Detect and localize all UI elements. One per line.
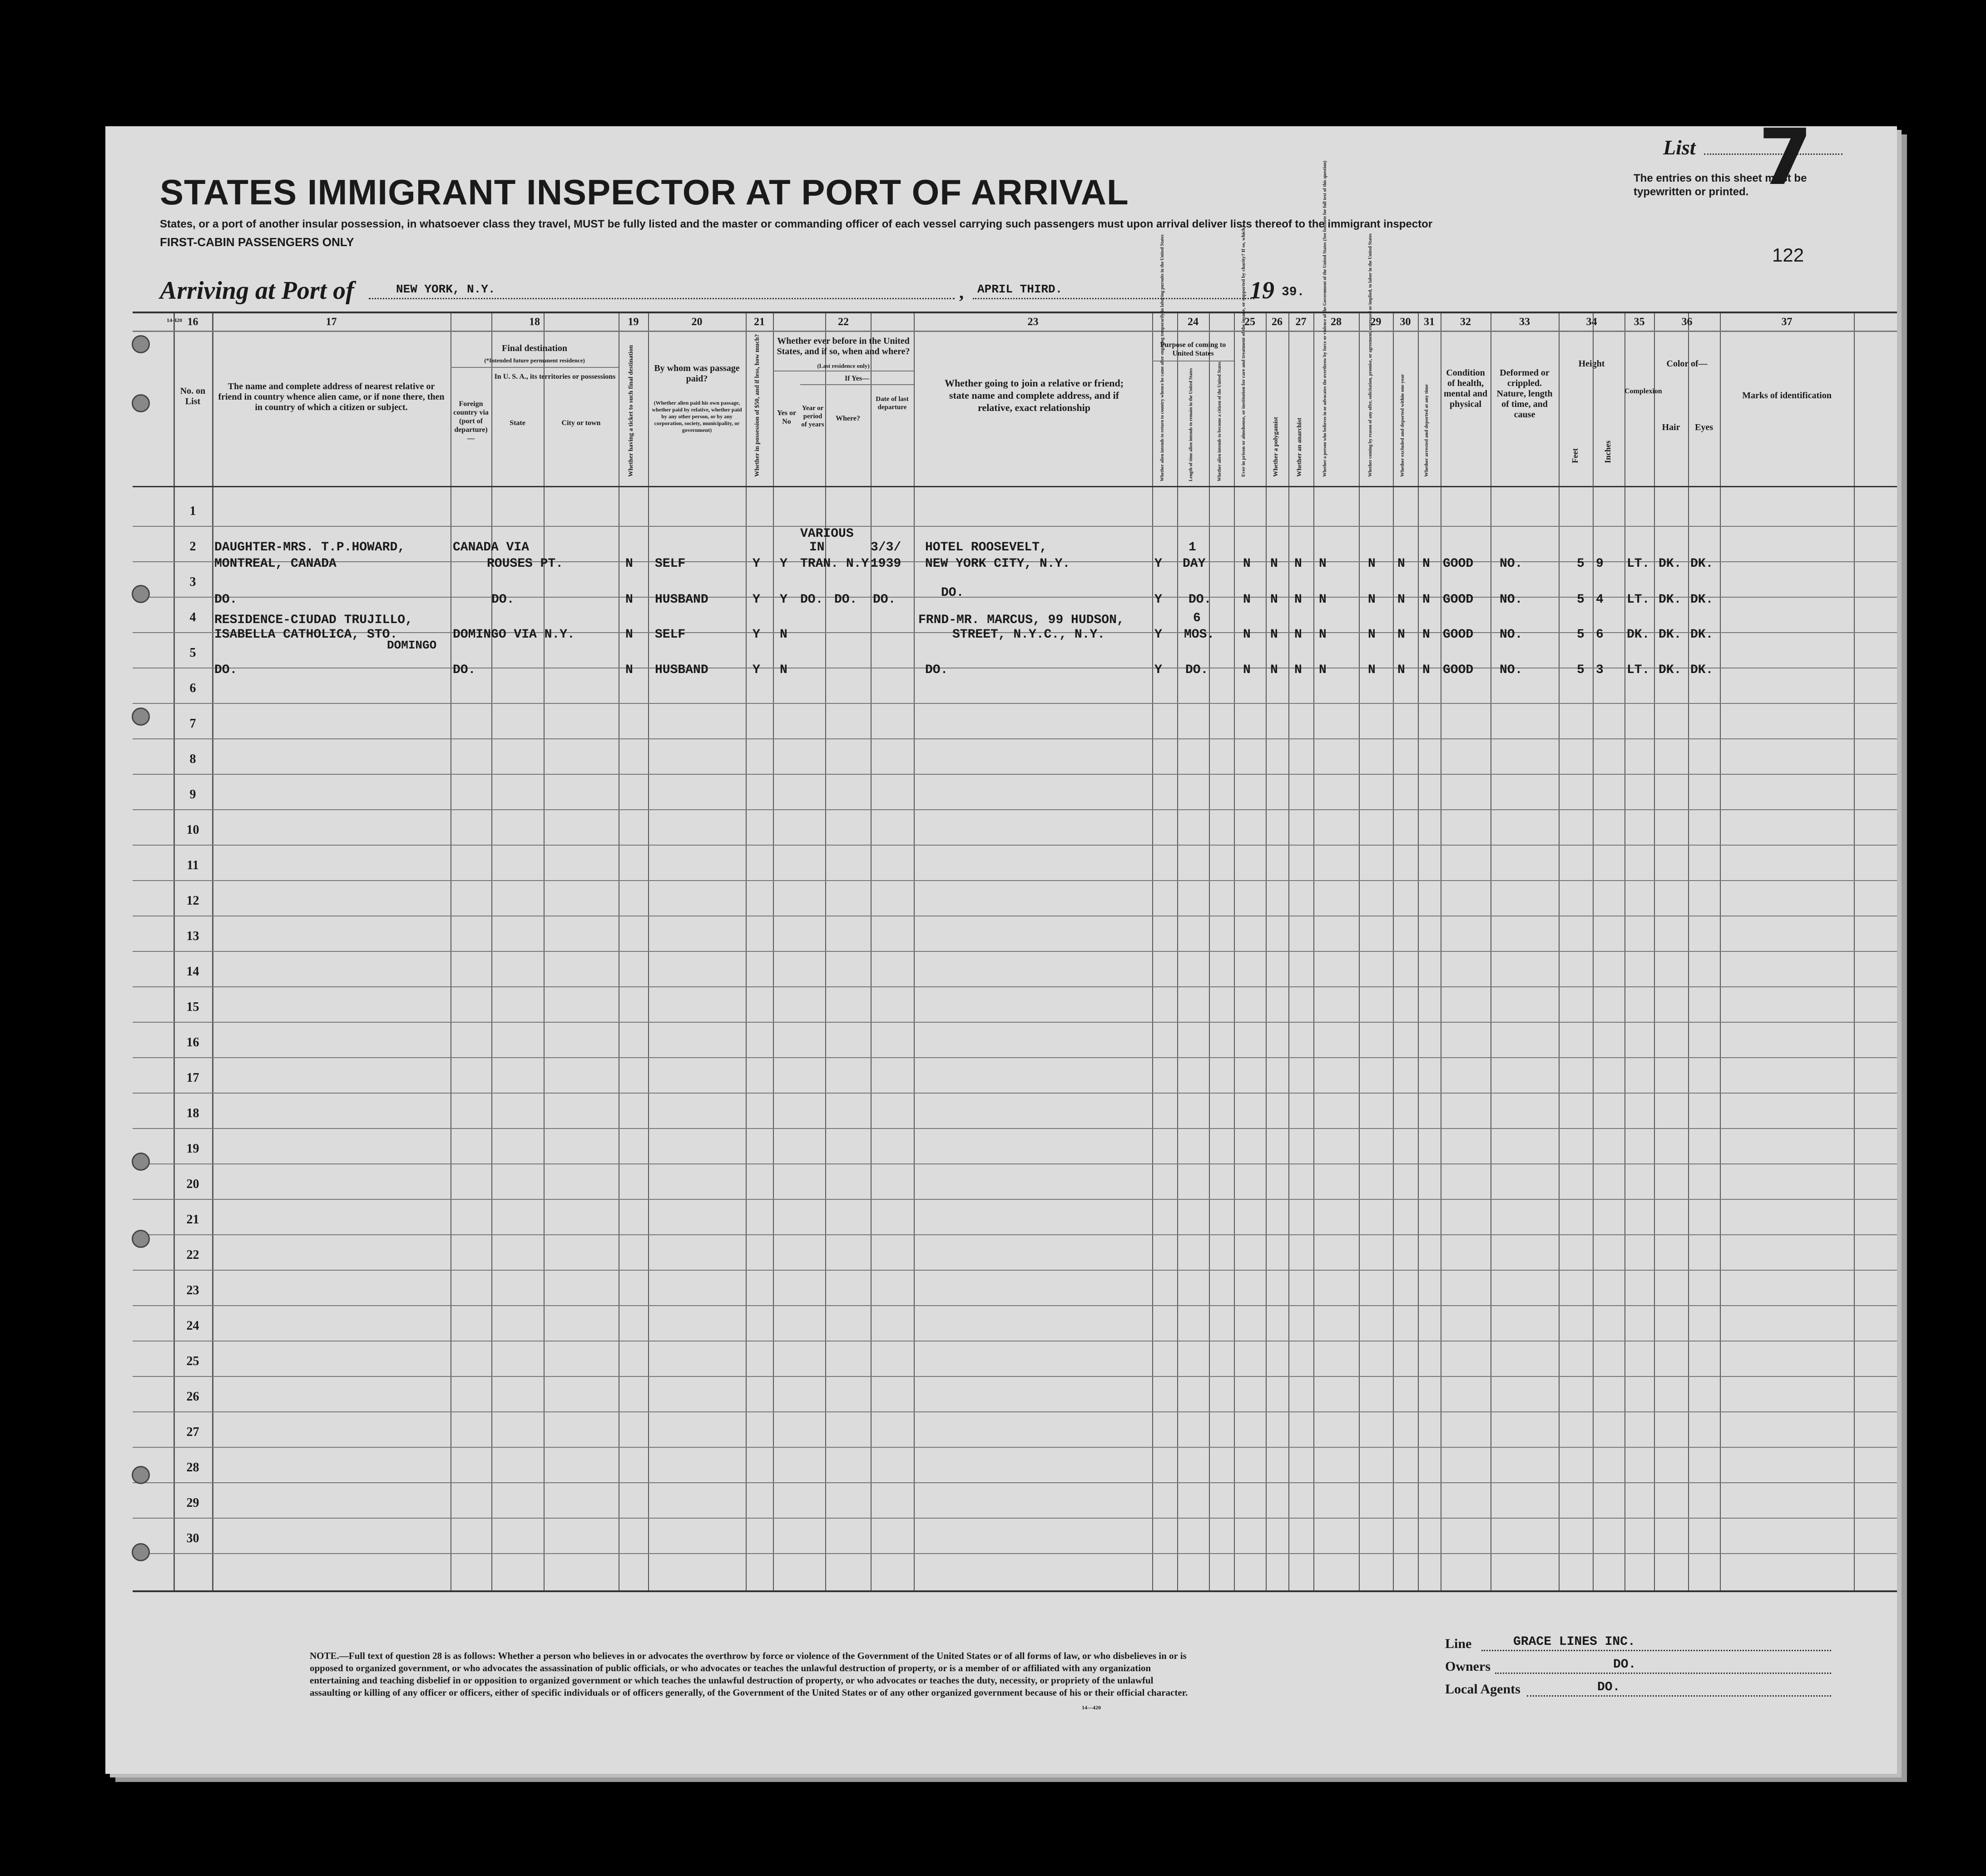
row1-date-line2: 1939 [871, 557, 901, 571]
col-divider [1624, 313, 1625, 1590]
punch-hole [132, 1466, 150, 1484]
row3-join-line0: FRND-MR. MARCUS, 99 HUDSON, [918, 613, 1124, 627]
col-divider [773, 313, 774, 1590]
row-number: 13 [186, 929, 199, 943]
colnum-36: 36 [1681, 316, 1693, 328]
row-rule [133, 1128, 1897, 1129]
col-divider [746, 313, 747, 1590]
footer-form-code: 14—420 [1082, 1704, 1101, 1711]
row3-c30: N [1397, 628, 1405, 642]
owners-value: DO. [1613, 1658, 1636, 1672]
passenger-class-label: FIRST-CABIN PASSENGERS ONLY [160, 235, 354, 249]
row-rule [133, 738, 1897, 739]
row2-hair: DK. [1659, 593, 1682, 607]
row-number: 4 [189, 610, 196, 624]
colnum-17: 17 [326, 316, 337, 328]
colnum-32: 32 [1460, 316, 1471, 328]
stamp-number: 122 [1772, 244, 1804, 266]
year-suffix: 39. [1282, 285, 1305, 299]
header-marks: Marks of identification [1742, 391, 1832, 401]
col-divider [648, 313, 649, 1590]
header-city-town: City or town [561, 419, 601, 427]
row3-relative-line2: DOMINGO [387, 639, 437, 652]
row1-relative-line1: DAUGHTER-MRS. T.P.HOWARD, [214, 540, 406, 554]
row3-eyes: DK. [1690, 628, 1714, 642]
row4-c30: N [1397, 663, 1405, 677]
row2-c27: N [1294, 593, 1302, 607]
row-number: 30 [186, 1531, 199, 1545]
row-rule [133, 1234, 1897, 1235]
row-rule [133, 809, 1897, 810]
agents-label: Local Agents [1445, 1682, 1520, 1697]
row2-complexion: LT. [1627, 593, 1650, 607]
header-subrule [451, 367, 619, 368]
row3-relative-line1: ISABELLA CATHOLICA, STO. [214, 628, 398, 642]
row-number: 22 [186, 1248, 199, 1262]
header-anarchist: Whether an anarchist [1296, 417, 1303, 477]
row2-deformed: NO. [1500, 593, 1523, 607]
punch-hole [132, 1230, 150, 1248]
row2-feet: 5 [1577, 593, 1585, 607]
row-number: 7 [189, 717, 196, 731]
row1-health: GOOD [1443, 557, 1474, 571]
row4-relative: DO. [214, 663, 238, 677]
header-eyes: Eyes [1695, 422, 1713, 432]
agents-value: DO. [1597, 1680, 1620, 1694]
col-divider [212, 313, 213, 1590]
row-number: 15 [186, 1000, 199, 1014]
row1-period-line3: TRAN. N.Y. [800, 557, 877, 571]
row4-c31: N [1422, 663, 1430, 677]
col-divider [544, 313, 545, 1590]
port-value: NEW YORK, N.Y. [396, 282, 495, 296]
row1-c26: N [1270, 557, 1278, 571]
footer-note: NOTE.—Full text of question 28 is as follows: Whether a person who believes in or advocates the overthrow by force or violence of the Government of the United States or of all forms of law, or who disbelieves in or is opposed to organized government, or who advocates the assassination of public officials, or who advocates or teaches the unlawful destruction of property, or is a member of or affiliated with any organization entertaining and teaching disbelief in or opposition to organized government or which teaches the unlawful destruction of property, or who advocates or teaches the duty, necessity, or propriety of the unlawful assaulting or killing of any officer or officers, either of specific individuals or of officers generally, of the Government of the United States or of any other organized government because of his or their official character. [310, 1650, 1188, 1698]
row4-length: DO. [1185, 663, 1208, 677]
row-rule [133, 774, 1897, 775]
row-number: 25 [186, 1354, 199, 1368]
header-purpose-b: Length of time alien intends to remain in the United States [1189, 368, 1194, 481]
row1-date-line1: 3/3/ [871, 540, 901, 554]
row-rule [133, 1411, 1897, 1412]
header-joining: Whether going to join a relative or friend; state name and complete address, and if relative, exact relationship [944, 377, 1124, 413]
colnum-31: 31 [1424, 316, 1435, 328]
col-divider [1177, 313, 1178, 1590]
row-number: 19 [186, 1142, 199, 1156]
row2-purpose: Y [1154, 593, 1162, 607]
col-divider [1393, 313, 1394, 1590]
col-divider [914, 313, 915, 1590]
header-color-of: Color of— [1666, 359, 1708, 369]
line-label: Line [1445, 1636, 1472, 1651]
header-where: Where? [836, 415, 860, 422]
row1-length-line1: 1 [1189, 540, 1196, 554]
row4-c25: N [1243, 663, 1251, 677]
row4-purpose: Y [1154, 663, 1162, 677]
row-rule [133, 1376, 1897, 1377]
row3-c28: N [1319, 628, 1327, 642]
row4-eyes: DK. [1690, 663, 1714, 677]
header-by-whom-paid-note: (Whether alien paid his own passage, whether paid by relative, whether paid by any other person, or by any corporation, society, municipality, or government) [652, 400, 742, 433]
row3-before: N [780, 628, 787, 642]
col-divider [1720, 313, 1721, 1590]
row-number: 20 [186, 1177, 199, 1191]
row3-length-line0: 6 [1193, 611, 1201, 625]
row2-paid-by: HUSBAND [655, 593, 708, 607]
row3-join-line1: STREET, N.Y.C., N.Y. [952, 628, 1105, 642]
row4-before: N [780, 663, 787, 677]
row4-health: GOOD [1443, 663, 1474, 677]
row2-c25: N [1243, 593, 1251, 607]
header-if-yes: If Yes— [844, 375, 870, 382]
header-in-usa: In U. S. A., its territories or possessions [494, 373, 616, 381]
header-ever-before-note: (Last residence only) [817, 362, 870, 369]
col-divider [1654, 313, 1655, 1590]
row1-c25: N [1243, 557, 1251, 571]
row-number: 8 [189, 752, 196, 766]
row1-period-line1: VARIOUS [800, 527, 854, 541]
port-line [369, 298, 955, 299]
row-number: 29 [186, 1496, 199, 1510]
year-prefix: 19 [1250, 277, 1274, 304]
colnum-29: 29 [1370, 316, 1382, 328]
row-rule [133, 1518, 1897, 1519]
row3-c26: N [1270, 628, 1278, 642]
row-rule [133, 951, 1897, 952]
row-number: 24 [186, 1319, 199, 1333]
row-number: 1 [189, 504, 196, 518]
header-yes-or-no: Yes or No [777, 409, 797, 426]
row3-c25: N [1243, 628, 1251, 642]
row1-purpose: Y [1154, 557, 1162, 571]
row2-join: DO. [941, 586, 964, 600]
row4-c28: N [1319, 663, 1327, 677]
owners-underline [1495, 1673, 1831, 1674]
header-q31: Whether arrested and deported at any time [1424, 384, 1429, 477]
row3-c29: N [1368, 628, 1376, 642]
row-number: 3 [189, 575, 196, 589]
row-rule [133, 1199, 1897, 1200]
col-divider [1288, 313, 1289, 1590]
row-rule [133, 1022, 1897, 1023]
col-divider [1688, 313, 1689, 1590]
header-final-destination-note: (*Intended future permanent residence) [484, 357, 585, 364]
entries-note: The entries on this sheet must be typewritten or printed. [1634, 172, 1807, 198]
row2-health: GOOD [1443, 593, 1474, 607]
row3-health: GOOD [1443, 628, 1474, 642]
row2-c30: N [1397, 593, 1405, 607]
row-number: 5 [189, 646, 196, 660]
line-value: GRACE LINES INC. [1513, 1635, 1635, 1649]
row1-paid-by: SELF [655, 557, 686, 571]
punch-hole [132, 394, 150, 412]
row-rule [133, 1093, 1897, 1094]
colnum-27: 27 [1295, 316, 1307, 328]
row3-inches: 6 [1596, 628, 1604, 642]
col-divider [825, 313, 826, 1590]
colnum-24: 24 [1188, 316, 1199, 328]
row1-foreign-line2: ROUSES PT. [487, 557, 564, 571]
row4-ticket: N [625, 663, 633, 677]
col-divider [1854, 313, 1855, 1590]
row4-feet: 5 [1577, 663, 1585, 677]
row1-deformed: NO. [1500, 557, 1523, 571]
colnum-37: 37 [1781, 316, 1793, 328]
row4-join: DO. [925, 663, 948, 677]
row1-complexion: LT. [1627, 557, 1650, 571]
row2-c26: N [1270, 593, 1278, 607]
row-number: 27 [186, 1425, 199, 1439]
row-number: 9 [189, 787, 196, 802]
header-final-destination: Final destination [502, 343, 567, 353]
col-divider [1209, 313, 1210, 1590]
owners-label: Owners [1445, 1659, 1491, 1674]
header-foreign-country: Foreign country via (port of departure)— [453, 400, 489, 442]
row3-hair: DK. [1659, 628, 1682, 642]
row-number: 21 [186, 1213, 199, 1227]
header-by-whom-paid: By whom was passage paid? [654, 363, 740, 384]
row3-purpose: Y [1154, 628, 1162, 642]
row4-paid-by: HUSBAND [655, 663, 708, 677]
row2-before: Y [780, 593, 787, 607]
colnum-18: 18 [529, 316, 540, 328]
header-feet: Feet [1570, 448, 1580, 463]
punch-hole [132, 1543, 150, 1561]
row-number: 18 [186, 1106, 199, 1120]
header-ever-before: Whether ever before in the United States, and if so, when and where? [777, 336, 910, 356]
row4-complexion: LT. [1627, 663, 1650, 677]
agents-underline [1527, 1695, 1831, 1697]
col-divider [1266, 313, 1267, 1590]
row4-c26: N [1270, 663, 1278, 677]
header-hair: Hair [1662, 422, 1680, 432]
row4-inches: 3 [1596, 663, 1604, 677]
header-purpose-c: Whether alien intends to become a citizen of the United States [1217, 361, 1222, 481]
col-divider [1313, 313, 1314, 1590]
row1-c29: N [1368, 557, 1376, 571]
row2-date: DO. [873, 593, 896, 607]
header-no-on-list: No. on List [180, 386, 206, 406]
row1-join-line2: NEW YORK CITY, N.Y. [925, 557, 1070, 571]
header-bottom-rule [133, 486, 1897, 487]
row-rule [133, 1163, 1897, 1164]
row4-foreign: DO. [453, 663, 476, 677]
header-deformed: Deformed or crippled. Nature, length of time, and cause [1496, 368, 1553, 420]
row-number: 14 [186, 965, 199, 979]
row-rule [133, 1447, 1897, 1448]
colnum-20: 20 [691, 316, 703, 328]
row-number: 23 [186, 1283, 199, 1297]
row1-join-line1: HOTEL ROOSEVELT, [925, 540, 1047, 554]
header-date-departure: Date of last departure [876, 396, 909, 411]
punch-hole [132, 708, 150, 726]
row1-foreign-line1: CANADA VIA [453, 540, 530, 554]
colnum-33: 33 [1519, 316, 1530, 328]
row2-ticket: N [625, 593, 633, 607]
row1-c31: N [1422, 557, 1430, 571]
row3-paid-by: SELF [655, 628, 686, 642]
row2-inches: 4 [1596, 593, 1604, 607]
row3-c31: N [1422, 628, 1430, 642]
row-number: 10 [186, 823, 199, 837]
page-title: STATES IMMIGRANT INSPECTOR AT PORT OF ARRIVAL [160, 172, 1129, 212]
colnum-30: 30 [1400, 316, 1411, 328]
header-possession-50: Whether in possession of $50, and if less, how much? [754, 334, 761, 477]
row2-c31: N [1422, 593, 1430, 607]
row2-fifty: Y [753, 593, 760, 607]
colnum-34: 34 [1586, 316, 1597, 328]
header-prison: Ever in prison or almshouse, or institution for care and treatment of the insane, or supported by charity? If so, which? [1241, 225, 1246, 477]
row-number: 26 [186, 1390, 199, 1404]
row-rule [133, 1270, 1897, 1271]
col-divider [491, 313, 492, 1590]
header-height: Height [1578, 359, 1605, 369]
arriving-label: Arriving at Port of [160, 277, 354, 305]
header-ticket: Whether having a ticket to such final destination [628, 345, 634, 477]
header-subrule [800, 384, 914, 385]
row-rule [133, 986, 1897, 987]
header-q29: Whether coming by reason of any offer, solicitation, promise, or agreement, expressed or implied, to labor in the United States [1368, 233, 1373, 477]
punch-hole [132, 335, 150, 353]
date-value: APRIL THIRD. [977, 282, 1063, 296]
row-number: 28 [186, 1460, 199, 1475]
row1-inches: 9 [1596, 557, 1604, 571]
header-purpose-a: Whether alien intends to return to country whence he came after engaging temporarily in laboring pursuits in the United States [1160, 234, 1165, 481]
row1-before: Y [780, 557, 787, 571]
row-rule [133, 1057, 1897, 1058]
row2-foreign: DO. [491, 593, 515, 607]
header-polygamist: Whether a polygamist [1273, 417, 1279, 477]
row3-deformed: NO. [1500, 628, 1523, 642]
row1-c28: N [1319, 557, 1327, 571]
colnum-16: 16 [187, 316, 198, 328]
col-divider [1593, 313, 1594, 1590]
row2-relative: DO. [214, 593, 238, 607]
row4-fifty: Y [753, 663, 760, 677]
col-divider [1559, 313, 1560, 1590]
date-line [973, 298, 1254, 299]
row-rule [133, 1553, 1897, 1554]
row-number: 12 [186, 894, 199, 908]
row4-deformed: NO. [1500, 663, 1523, 677]
colnum-26: 26 [1272, 316, 1283, 328]
colnum-22: 22 [838, 316, 849, 328]
punch-hole [132, 585, 150, 603]
header-relative-address: The name and complete address of nearest relative or friend in country whence alien came, or if none there, then in country of which a citizen or subject. [218, 381, 445, 412]
row4-hair: DK. [1659, 663, 1682, 677]
header-q28: Whether a person who believes in or advocates the overthrow by force or violence of the Government of the United States (See footnote for full text of this question) [1322, 160, 1327, 477]
row3-relative-line0: RESIDENCE-CIUDAD TRUJILLO, [214, 613, 413, 627]
row3-fifty: Y [753, 628, 760, 642]
form-code: 14-420 [167, 317, 182, 323]
col-divider [1152, 313, 1153, 1590]
header-year-period: Year or period of years [801, 405, 824, 428]
punch-hole [132, 1153, 150, 1171]
header-complexion: Complexion [1624, 387, 1662, 395]
row1-fifty: Y [753, 557, 760, 571]
row2-eyes: DK. [1690, 593, 1714, 607]
colnum-21: 21 [754, 316, 765, 328]
row1-ticket: N [625, 557, 633, 571]
row1-hair: DK. [1659, 557, 1682, 571]
row-rule [133, 1482, 1897, 1483]
row2-c28: N [1319, 593, 1327, 607]
col-divider [871, 313, 872, 1590]
row-rule [133, 526, 1897, 527]
row3-length-line1: MOS. [1184, 628, 1215, 642]
col-divider [1359, 313, 1360, 1590]
row2-period: DO. [800, 593, 823, 607]
row-rule [133, 845, 1897, 846]
colnum-23: 23 [1027, 316, 1039, 328]
list-number: 7 [1758, 113, 1813, 203]
row-number: 2 [189, 540, 196, 554]
row4-c27: N [1294, 663, 1302, 677]
row1-period-line2: IN [809, 540, 825, 554]
row2-c29: N [1368, 593, 1376, 607]
row-rule [133, 703, 1897, 704]
colnum-35: 35 [1634, 316, 1645, 328]
row-rule [133, 1305, 1897, 1306]
row-number: 6 [189, 681, 196, 695]
row1-relative-line2: MONTREAL, CANADA [214, 557, 337, 571]
header-q30: Whether excluded and deported within one year [1400, 374, 1405, 477]
row-number: 16 [186, 1035, 199, 1049]
colnum-separator [133, 331, 1897, 332]
row1-eyes: DK. [1690, 557, 1714, 571]
row3-feet: 5 [1577, 628, 1585, 642]
colnum-25: 25 [1244, 316, 1255, 328]
manifest-sheet [105, 113, 1897, 1774]
row2-where: DO. [834, 593, 857, 607]
col-divider [1418, 313, 1419, 1590]
row1-feet: 5 [1577, 557, 1585, 571]
row3-ticket: N [625, 628, 633, 642]
row3-foreign: DOMINGO VIA N.Y. [453, 628, 575, 642]
row-number: 17 [186, 1071, 199, 1085]
header-state: State [510, 419, 525, 427]
header-health: Condition of health, mental and physical [1443, 368, 1488, 409]
row3-c27: N [1294, 628, 1302, 642]
instructions-text: States, or a port of another insular possession, in whatsoever class they travel, MUST be fully listed and the master or commanding officer of each vessel carrying such passengers must upon arrival deliver lists thereof to the immigrant inspector [160, 218, 1433, 230]
row-number: 11 [187, 858, 199, 872]
row1-c27: N [1294, 557, 1302, 571]
header-inches: Inches [1603, 440, 1612, 463]
row3-complexion: DK. [1627, 628, 1650, 642]
line-underline [1481, 1650, 1831, 1651]
col-divider [1234, 313, 1235, 1590]
row4-c29: N [1368, 663, 1376, 677]
row2-length: DO. [1189, 593, 1212, 607]
list-label: List [1663, 136, 1696, 159]
colnum-28: 28 [1331, 316, 1342, 328]
row-rule [133, 880, 1897, 881]
header-purpose: Purpose of coming to United States [1160, 341, 1226, 357]
row1-c30: N [1397, 557, 1405, 571]
comma-separator: , [959, 282, 964, 302]
row1-length-line2: DAY [1183, 557, 1206, 571]
colnum-19: 19 [628, 316, 639, 328]
